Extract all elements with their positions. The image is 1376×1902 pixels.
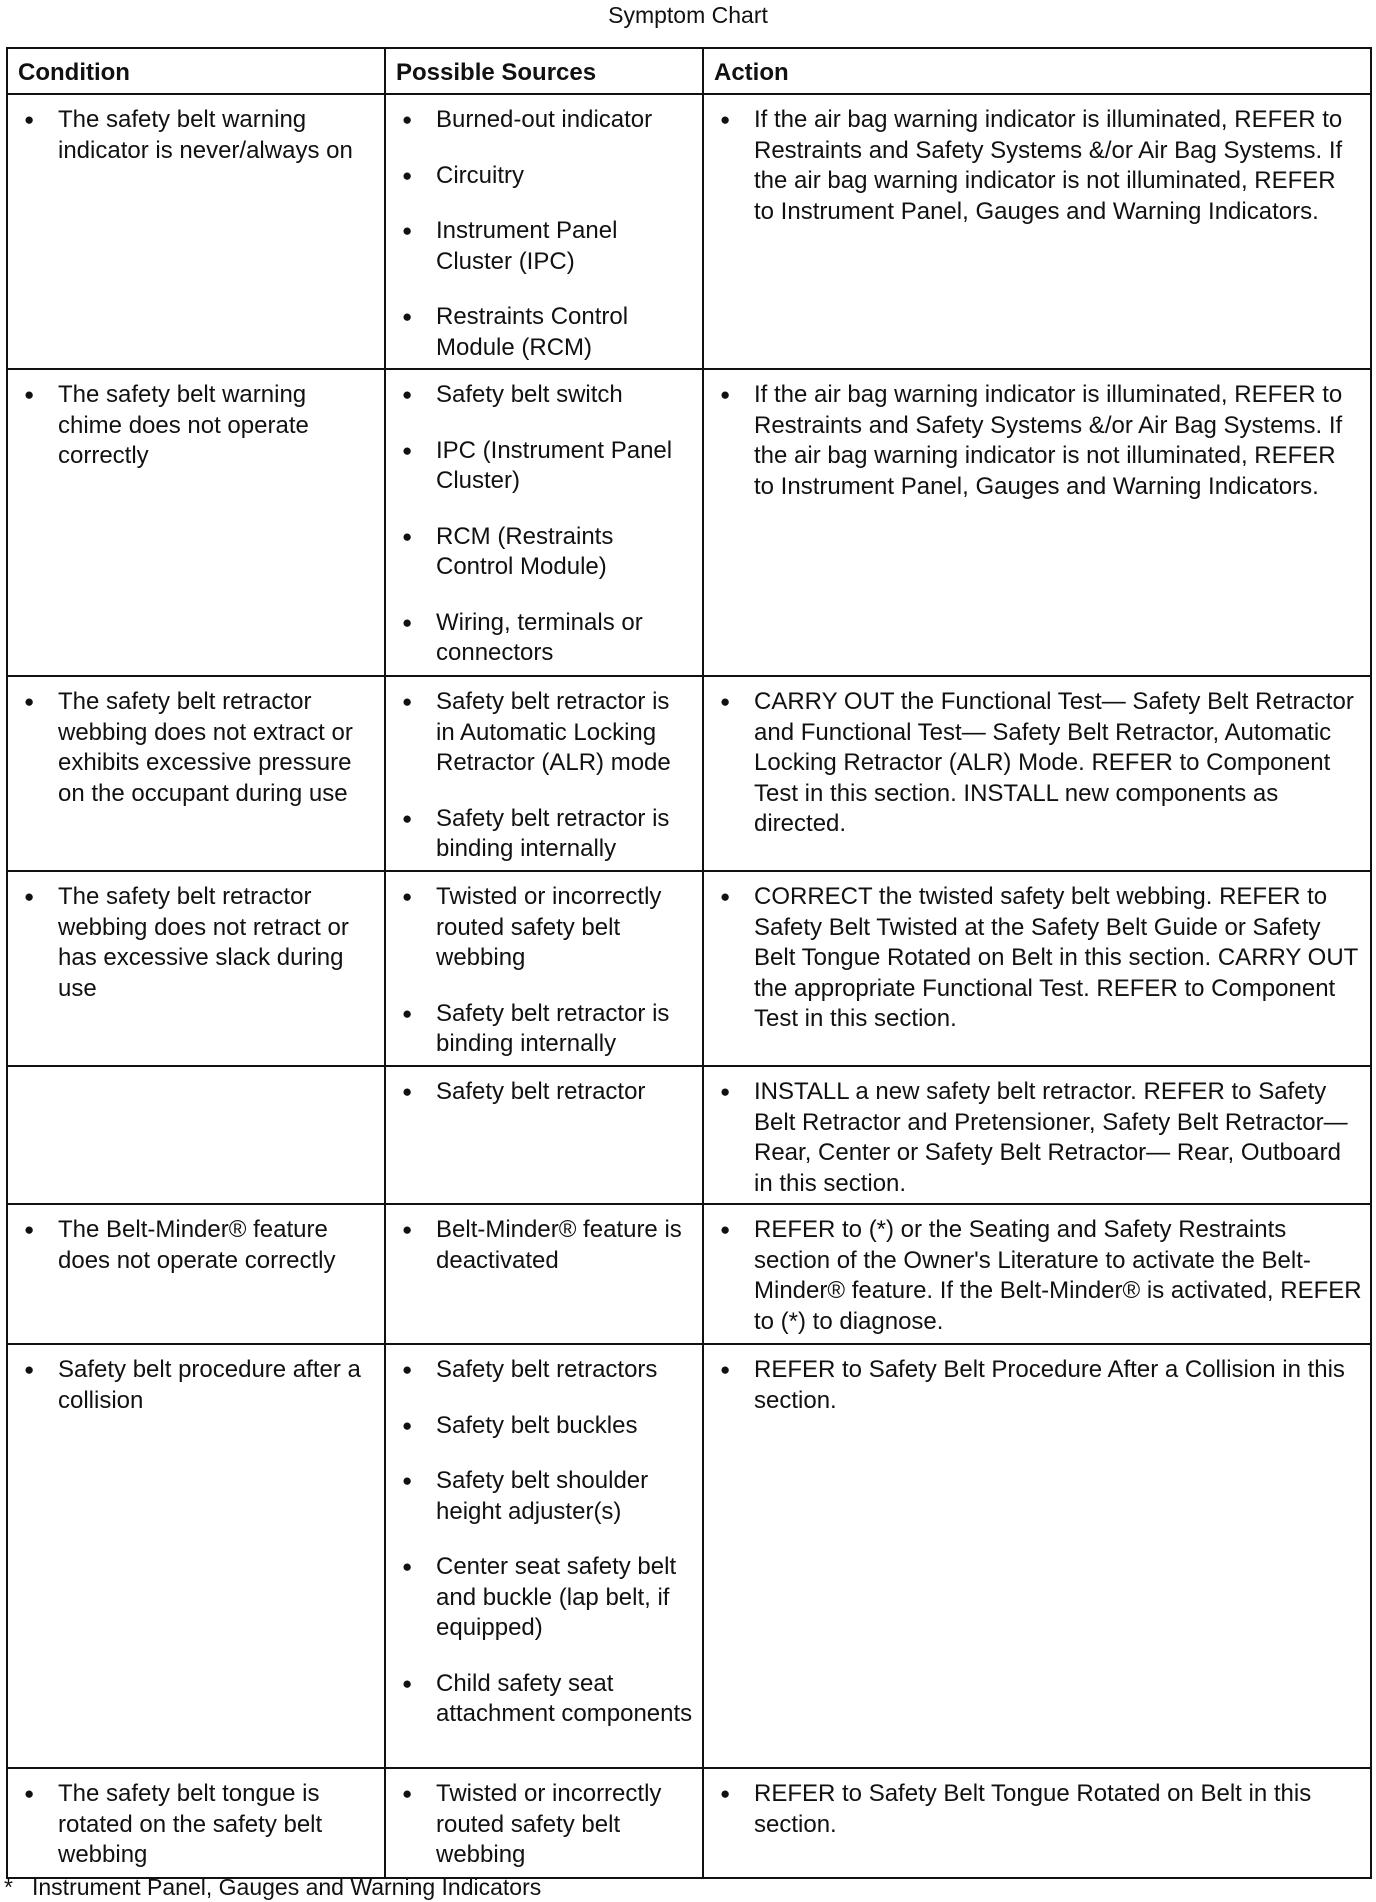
source-item (402, 1779, 694, 1871)
bullet-icon: ● (24, 692, 35, 711)
source-item (402, 1466, 694, 1527)
source-item (402, 1411, 694, 1442)
source-item (402, 436, 694, 497)
condition-text: The safety belt retractor webbing does not retract or has excessive slack during use (58, 883, 349, 1002)
source-item (402, 161, 694, 192)
action-cell (703, 369, 1371, 676)
bullet-icon: ● (402, 1220, 413, 1239)
action-item (720, 105, 1362, 227)
bullet-icon: ● (402, 1003, 413, 1023)
source-text: Restraints Control Module (RCM) (436, 303, 629, 361)
action-item (720, 687, 1362, 840)
source-text: Safety belt retractor is binding internally (436, 804, 670, 862)
condition-cell (7, 1344, 385, 1768)
bullet-icon: ● (24, 1784, 35, 1803)
header-row (7, 48, 1371, 94)
condition-item (24, 1215, 376, 1276)
symptom-chart-table (6, 47, 1372, 1879)
bullet-icon: ● (402, 307, 413, 326)
action-text: CARRY OUT the Functional Test— Safety Belt Retractor and Functional Test— Safety Belt Retractor, Automatic Locking Retractor (ALR) Mode. REFER to Component Test in this section. INSTALL new components as directed. (754, 688, 1354, 837)
bullet-icon: ● (720, 110, 731, 129)
condition-cell (7, 1066, 385, 1204)
condition-cell (7, 369, 385, 676)
action-cell (703, 1344, 1371, 1768)
source-cell (385, 94, 703, 369)
source-item (402, 1077, 694, 1108)
table-row (7, 1768, 1371, 1878)
condition-item (24, 105, 376, 166)
table-row (7, 1204, 1371, 1344)
bullet-icon: ● (24, 110, 35, 129)
action-item (720, 380, 1362, 502)
action-cell (703, 1066, 1371, 1204)
bullet-icon: ● (402, 110, 413, 129)
bullet-icon: ● (402, 1673, 413, 1693)
bullet-icon: ● (402, 221, 413, 240)
table-row (7, 1066, 1371, 1204)
table-row (7, 676, 1371, 871)
condition-item (24, 380, 376, 472)
bullet-icon: ● (720, 692, 731, 711)
action-text: If the air bag warning indicator is illuminated, REFER to Restraints and Safety Systems &/or Air Bag Systems. If the air bag warning indicator is not illuminated, REFER to Instrument Panel, Gauges and Warning Indicators. (754, 381, 1343, 500)
source-text: Child safety seat attachment components (436, 1669, 693, 1727)
action-item (720, 882, 1362, 1035)
bullet-icon: ● (24, 1220, 35, 1239)
source-item (402, 1215, 694, 1276)
action-cell (703, 676, 1371, 871)
bullet-icon: ● (402, 887, 413, 906)
condition-item (24, 687, 376, 809)
source-text: Instrument Panel Cluster (IPC) (436, 217, 618, 275)
action-item (720, 1355, 1362, 1416)
bullet-icon: ● (720, 1360, 731, 1379)
bullet-icon: ● (402, 808, 413, 828)
source-item (402, 105, 694, 136)
source-text: Wiring, terminals or connectors (436, 608, 643, 666)
table-row (7, 1344, 1371, 1768)
condition-item (24, 1779, 376, 1871)
footnote-mark: * (4, 1874, 13, 1900)
action-text: REFER to Safety Belt Procedure After a Collision in this section. (754, 1356, 1345, 1414)
source-cell (385, 676, 703, 871)
header-possible-sources: Possible Sources (385, 48, 703, 94)
source-item (402, 1552, 694, 1644)
source-text: Burned-out indicator (436, 106, 653, 133)
source-text: Safety belt retractor is in Automatic Locking Retractor (ALR) mode (436, 688, 671, 776)
bullet-icon: ● (402, 1415, 413, 1435)
action-cell (703, 1768, 1371, 1878)
condition-cell (7, 676, 385, 871)
source-item (402, 999, 694, 1060)
table-row (7, 94, 1371, 369)
bullet-icon: ● (720, 887, 731, 906)
header-action: Action (703, 48, 1371, 94)
bullet-icon: ● (24, 1360, 35, 1379)
bullet-icon: ● (402, 165, 413, 185)
source-text: Safety belt shoulder height adjuster(s) (436, 1467, 649, 1525)
action-text: REFER to (*) or the Seating and Safety Restraints section of the Owner's Literature to activate the Belt-Minder® feature. If the Belt-Minder® is activated, REFER to (*) to diagnose. (754, 1216, 1362, 1335)
condition-cell (7, 1204, 385, 1344)
condition-item (24, 882, 376, 1004)
source-item (402, 882, 694, 974)
source-text: IPC (Instrument Panel Cluster) (436, 436, 673, 494)
condition-text: The Belt-Minder® feature does not operate correctly (58, 1216, 336, 1274)
source-item (402, 1355, 694, 1386)
bullet-icon: ● (720, 1082, 731, 1101)
source-item (402, 1669, 694, 1730)
source-item (402, 302, 694, 363)
source-cell (385, 369, 703, 676)
action-item (720, 1077, 1362, 1199)
condition-text: The safety belt warning chime does not operate correctly (58, 381, 309, 469)
source-text: Safety belt retractor is binding internally (436, 999, 670, 1057)
condition-cell (7, 94, 385, 369)
bullet-icon: ● (402, 440, 413, 460)
bullet-icon: ● (720, 1784, 731, 1803)
source-cell (385, 1066, 703, 1204)
table-row (7, 369, 1371, 676)
action-cell (703, 871, 1371, 1066)
source-item (402, 380, 694, 411)
chart-title: Symptom Chart (608, 2, 768, 28)
bullet-icon: ● (24, 887, 35, 906)
action-text: INSTALL a new safety belt retractor. REFER to Safety Belt Retractor and Pretensioner, Safety Belt Retractor— Rear, Center or Safety Belt Retractor— Rear, Outboard in this section. (754, 1078, 1348, 1197)
header-condition: Condition (7, 48, 385, 94)
bullet-icon: ● (402, 612, 413, 632)
source-text: RCM (Restraints Control Module) (436, 522, 614, 580)
source-item (402, 608, 694, 669)
condition-text: Safety belt procedure after a collision (58, 1356, 361, 1414)
bullet-icon: ● (402, 526, 413, 546)
source-text: Circuitry (436, 161, 524, 189)
source-item (402, 687, 694, 779)
condition-text: The safety belt warning indicator is never/always on (58, 106, 353, 164)
condition-text: The safety belt tongue is rotated on the safety belt webbing (58, 1780, 323, 1868)
bullet-icon: ● (402, 1557, 413, 1576)
source-text: Twisted or incorrectly routed safety belt webbing (436, 883, 662, 971)
action-item (720, 1779, 1362, 1840)
source-text: Center seat safety belt and buckle (lap belt, if equipped) (436, 1553, 677, 1641)
condition-cell (7, 1768, 385, 1878)
bullet-icon: ● (720, 385, 731, 404)
bullet-icon: ● (402, 385, 413, 404)
bullet-icon: ● (402, 1360, 413, 1379)
source-text: Safety belt buckles (436, 1411, 638, 1439)
bullet-icon: ● (402, 1471, 413, 1490)
source-cell (385, 1768, 703, 1878)
source-cell (385, 871, 703, 1066)
footnote (4, 1872, 541, 1902)
source-text: Twisted or incorrectly routed safety belt webbing (436, 1780, 662, 1868)
source-item (402, 216, 694, 277)
action-item (720, 1215, 1362, 1337)
action-text: If the air bag warning indicator is illuminated, REFER to Restraints and Safety Systems &/or Air Bag Systems. If the air bag warning indicator is not illuminated, REFER to Instrument Panel, Gauges and Warning Indicators. (754, 106, 1343, 225)
condition-cell (7, 871, 385, 1066)
bullet-icon: ● (720, 1220, 731, 1239)
action-text: CORRECT the twisted safety belt webbing. REFER to Safety Belt Twisted at the Safety Belt Guide or Safety Belt Tongue Rotated on Belt in this section. CARRY OUT the appropriate Functional Test. REFER to Component Test in this section. (754, 883, 1358, 1032)
action-cell (703, 1204, 1371, 1344)
source-item (402, 522, 694, 583)
bullet-icon: ● (402, 1784, 413, 1803)
bullet-icon: ● (402, 692, 413, 711)
footnote-text: Instrument Panel, Gauges and Warning Indicators (32, 1874, 542, 1900)
source-cell (385, 1344, 703, 1768)
source-text: Safety belt retractor (436, 1078, 646, 1105)
source-text: Safety belt switch (436, 381, 623, 408)
source-item (402, 804, 694, 865)
bullet-icon: ● (24, 385, 35, 404)
table-row (7, 871, 1371, 1066)
condition-text: The safety belt retractor webbing does not extract or exhibits excessive pressure on the occupant during use (58, 688, 353, 807)
source-cell (385, 1204, 703, 1344)
bullet-icon: ● (402, 1082, 413, 1101)
source-text: Safety belt retractors (436, 1356, 658, 1383)
source-text: Belt-Minder® feature is deactivated (436, 1216, 682, 1274)
table-body (7, 94, 1371, 1878)
condition-item (24, 1355, 376, 1416)
action-cell (703, 94, 1371, 369)
action-text: REFER to Safety Belt Tongue Rotated on Belt in this section. (754, 1780, 1312, 1838)
